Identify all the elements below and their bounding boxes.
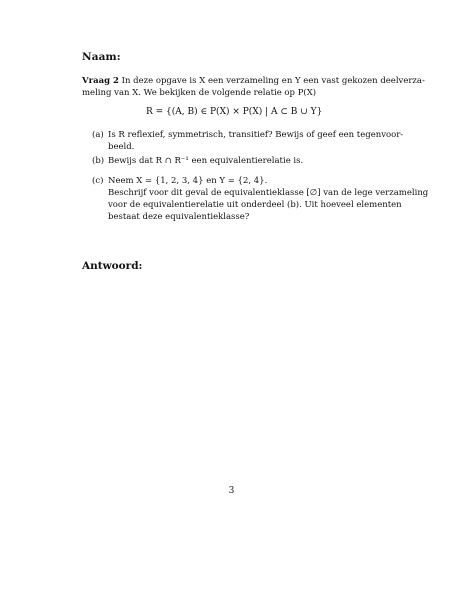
question-intro-line-1: [82, 75, 425, 87]
question-intro-line-2: meling van X. We bekijken de volgende relatie op P(X): [82, 88, 317, 98]
question-label: Vraag 2: [82, 76, 119, 86]
subquestion-a-text: [108, 129, 404, 153]
question-intro-text-1: In deze opgave is X een verzameling en Y een vast gekozen deelverza-: [121, 76, 425, 86]
question-intro: [82, 75, 425, 99]
name-label: Naam:: [82, 51, 121, 63]
subquestion-c-marker: (c): [92, 176, 104, 186]
subquestion-a-marker: (a): [92, 130, 104, 140]
subquestion-c-line-4: bestaat deze equivalentieklasse?: [108, 212, 250, 222]
subquestion-c-line-2: Beschrijf voor dit geval de equivalentieklasse [∅] van de lege verzameling: [108, 188, 429, 198]
subquestion-c-line-1: Neem X = {1, 2, 3, 4} en Y = {2, 4}.: [108, 176, 268, 186]
subquestion-b-line-1: Bewijs dat R ∩ R⁻¹ een equivalentierelatie is.: [108, 156, 304, 166]
relation-formula: R = {(A, B) ∈ P(X) × P(X) | A ⊂ B ∪ Y}: [146, 107, 323, 117]
page-number: 3: [228, 486, 235, 496]
answer-label: Antwoord:: [82, 260, 143, 272]
subquestion-b-marker: (b): [92, 156, 105, 166]
subquestion-a-line-2: beeld.: [108, 142, 135, 152]
subquestion-a-line-1: Is R reflexief, symmetrisch, transitief? Bewijs of geef een tegenvoor-: [108, 130, 404, 140]
subquestion-b-text: [108, 155, 398, 167]
subquestion-c-line-3: voor de equivalentierelatie uit onderdeel (b). Uit hoeveel elementen: [108, 200, 402, 210]
subquestion-c-text: [108, 175, 429, 223]
